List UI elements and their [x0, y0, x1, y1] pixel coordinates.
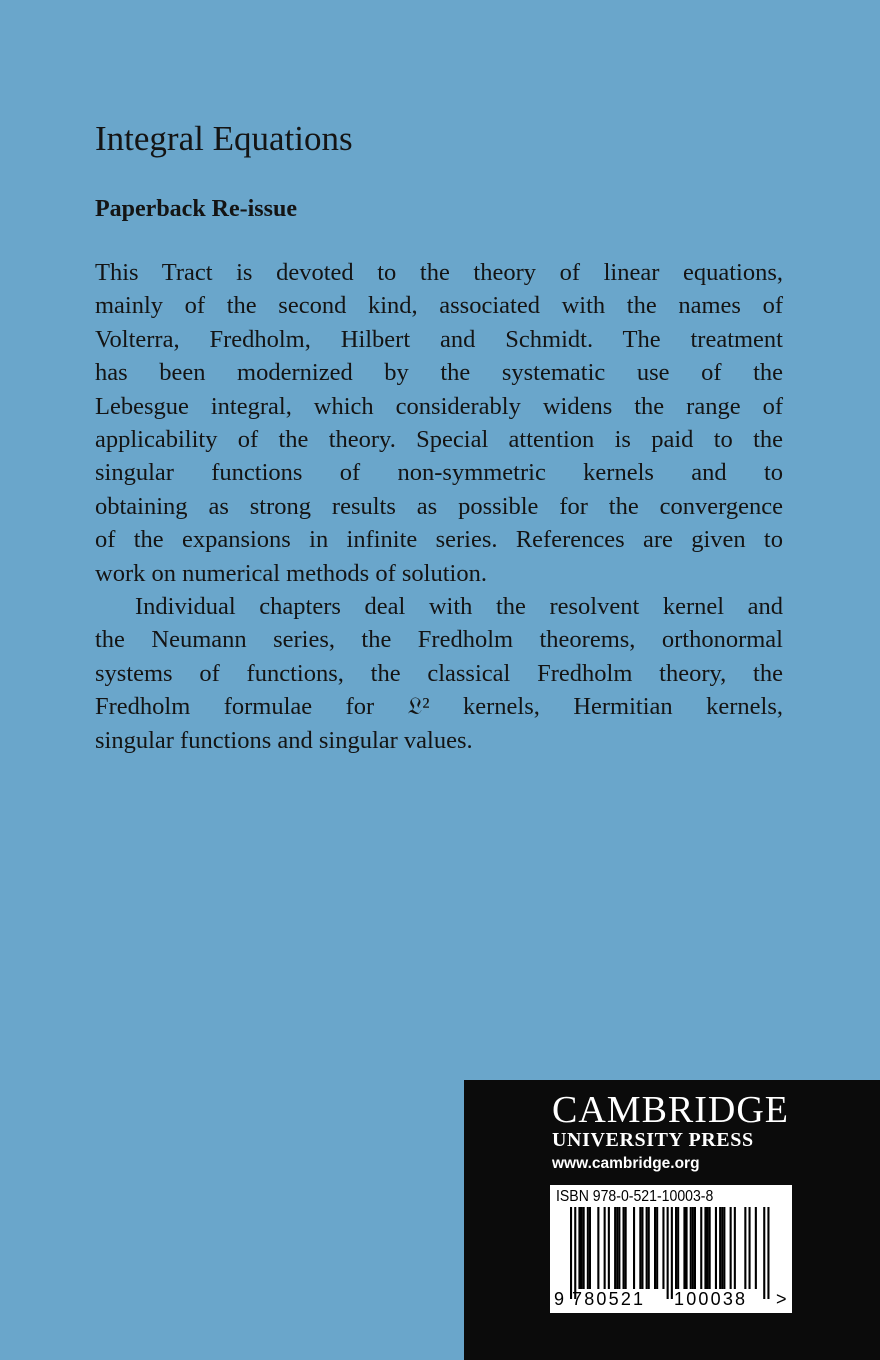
- barcode-bar: [675, 1207, 677, 1289]
- barcode-bar: [662, 1207, 664, 1289]
- barcode-bar: [755, 1207, 757, 1289]
- barcode-bar: [618, 1207, 620, 1289]
- blurb-line: has been modernized by the systematic use of the: [95, 359, 783, 387]
- blurb-line: mainly of the second kind, associated with the names of: [95, 292, 783, 320]
- barcode-bar: [723, 1207, 725, 1289]
- blurb: [95, 256, 783, 757]
- barcode-bar: [704, 1207, 706, 1289]
- barcode-bar: [578, 1207, 580, 1289]
- blurb-line: singular functions of non-symmetric kernels and to: [95, 459, 783, 487]
- barcode-bar: [690, 1207, 692, 1289]
- barcode-left-group: 780521: [572, 1289, 646, 1309]
- barcode-bar: [677, 1207, 679, 1289]
- barcode-bar: [581, 1207, 583, 1289]
- blurb-paragraph-1: [95, 256, 783, 590]
- barcode-bar: [709, 1207, 711, 1289]
- barcode-bar: [656, 1207, 658, 1289]
- barcode-bar: [608, 1207, 610, 1289]
- barcode-bar: [692, 1207, 694, 1289]
- barcode-bar: [648, 1207, 650, 1289]
- isbn-label: ISBN 978-0-521-10003-8: [556, 1188, 714, 1205]
- barcode-bar: [587, 1207, 589, 1289]
- isbn-barcode: [550, 1185, 792, 1313]
- barcode-bar: [767, 1207, 769, 1299]
- barcode-quiet-mark: >: [776, 1289, 787, 1309]
- barcode-bar: [623, 1207, 625, 1289]
- blurb-line: Fredholm formulae for 𝔏² kernels, Hermitian kernels,: [95, 693, 783, 721]
- barcode-bar: [715, 1207, 717, 1289]
- book-title: Integral Equations: [95, 119, 353, 158]
- blurb-line: obtaining as strong results as possible for the convergence: [95, 492, 783, 520]
- barcode-bar: [597, 1207, 599, 1289]
- blurb-paragraph-2: [95, 590, 783, 757]
- barcode-bar: [574, 1207, 576, 1299]
- barcode-bar: [667, 1207, 669, 1299]
- barcode-bar: [686, 1207, 688, 1289]
- barcode-bar: [694, 1207, 696, 1289]
- blurb-line: of the expansions in infinite series. References are given to: [95, 526, 783, 554]
- barcode-bar: [604, 1207, 606, 1289]
- barcode-bar: [730, 1207, 732, 1289]
- blurb-line: Individual chapters deal with the resolvent kernel and: [135, 593, 783, 621]
- barcode-bar: [616, 1207, 618, 1289]
- barcode-bar: [763, 1207, 765, 1299]
- barcode-bar: [641, 1207, 643, 1289]
- barcode-bar: [614, 1207, 616, 1289]
- barcode-right-group: 100038: [674, 1289, 748, 1309]
- blurb-line: systems of functions, the classical Fredholm theory, the: [95, 659, 783, 687]
- publisher-website: www.cambridge.org: [552, 1155, 700, 1172]
- barcode-bar: [744, 1207, 746, 1289]
- barcode-bar: [749, 1207, 751, 1289]
- blurb-line: the Neumann series, the Fredholm theorems, orthonormal: [95, 626, 783, 654]
- publisher-panel: [464, 1080, 880, 1360]
- barcode-lead-digit: 9: [554, 1289, 565, 1309]
- barcode-bar: [734, 1207, 736, 1289]
- barcode-bar: [639, 1207, 641, 1289]
- publisher-division: UNIVERSITY PRESS: [552, 1129, 754, 1151]
- blurb-line: Lebesgue integral, which considerably widens the range of: [95, 392, 783, 420]
- barcode-bar: [700, 1207, 702, 1289]
- barcode-bar: [633, 1207, 635, 1289]
- edition-subtitle: Paperback Re-issue: [95, 196, 297, 222]
- blurb-line: applicability of the theory. Special attention is paid to the: [95, 426, 783, 454]
- blurb-line: Volterra, Fredholm, Hilbert and Schmidt. The treatment: [95, 325, 783, 353]
- barcode-bar: [671, 1207, 673, 1299]
- barcode-bar: [719, 1207, 721, 1289]
- barcode-bar: [683, 1207, 685, 1289]
- barcode-bar: [654, 1207, 656, 1289]
- publisher-logo-name: CAMBRIDGE: [552, 1089, 790, 1131]
- blurb-line: This Tract is devoted to the theory of linear equations,: [95, 259, 783, 286]
- barcode-bar: [625, 1207, 627, 1289]
- barcode-bar: [570, 1207, 572, 1299]
- barcode-bar: [707, 1207, 709, 1289]
- barcode-bar: [721, 1207, 723, 1289]
- blurb-line: singular functions and singular values.: [95, 726, 473, 754]
- barcode-bar: [583, 1207, 585, 1289]
- barcode-bar: [589, 1207, 591, 1289]
- blurb-line: work on numerical methods of solution.: [95, 559, 487, 587]
- barcode-bar: [646, 1207, 648, 1289]
